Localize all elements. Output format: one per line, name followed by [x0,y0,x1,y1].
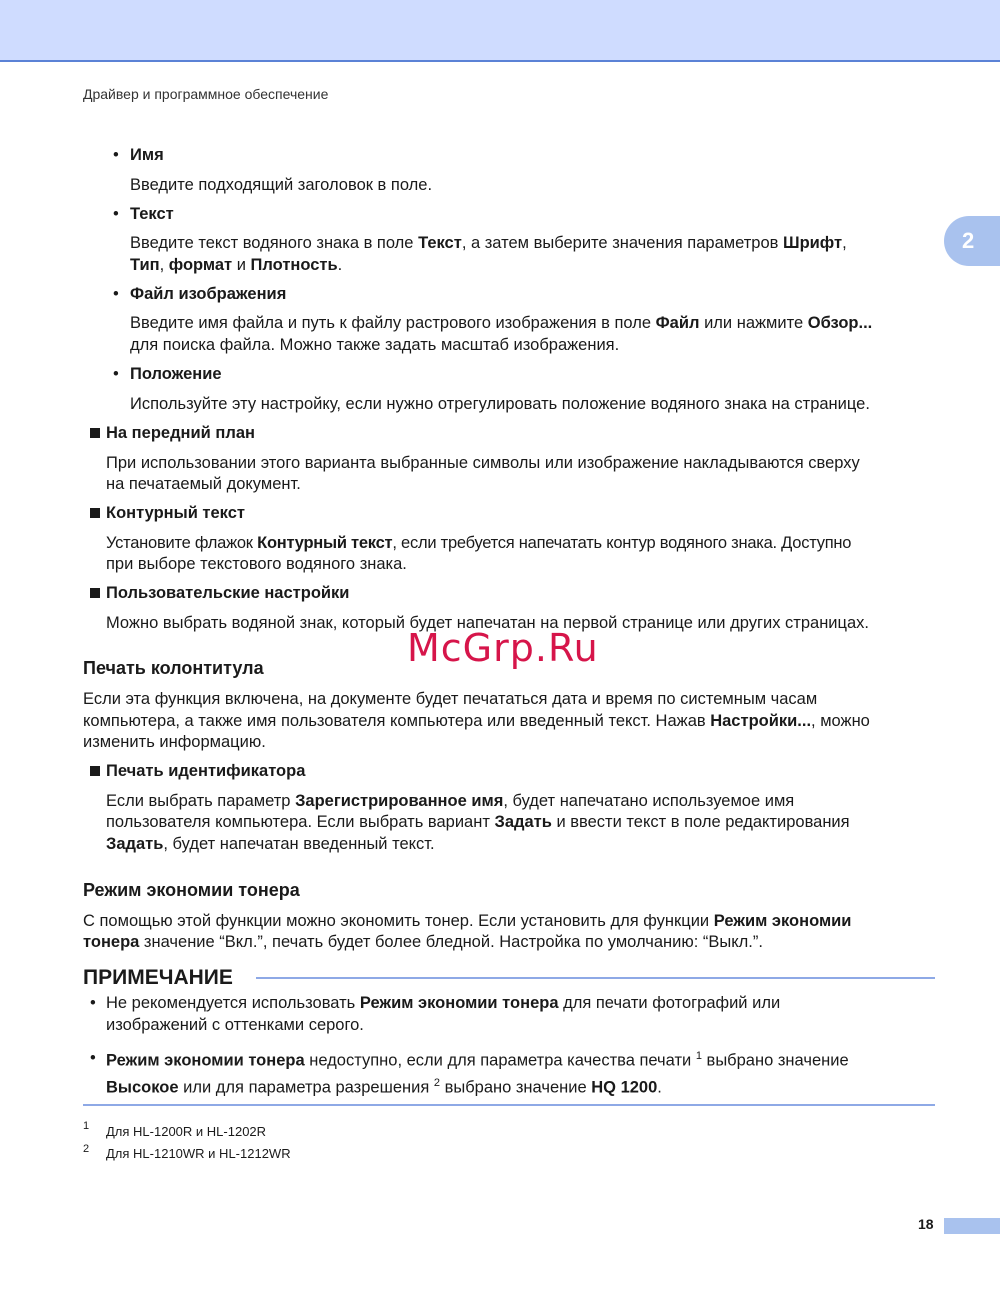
bullet-dot-icon: • [113,205,119,223]
bullet-title-image-file: Файл изображения [130,285,287,303]
item-text-id-line3: Задать, будет напечатан введенный текст. [106,835,435,853]
footnote-number: 2 [83,1143,90,1155]
bullet-dot-icon: • [113,285,119,303]
note-item2-line1: Режим экономии тонера недоступно, если для параметра качества печати $^1$ выбрано значение [106,1050,849,1070]
watermark: McGrp.Ru [407,626,599,670]
bullet-dot-icon: • [113,365,119,383]
note-rule-top [256,977,935,979]
square-bullet-icon [90,588,100,598]
section-title-header-print: Печать колонтитула [83,658,264,678]
note-title: ПРИМЕЧАНИЕ [83,966,233,989]
bullet-dot-icon: • [90,1049,96,1067]
item-text-id-line1: Если выбрать параметр Зарегистрированное имя, будет напечатано используемое имя [106,792,795,810]
footnote-text: Для HL-1200R и HL-1202R [106,1124,267,1139]
page-number: 18 [918,1216,934,1232]
item-text-foreground-line1: При использовании этого варианта выбранные символы или изображение накладываются сверху [106,454,860,472]
note-rule-bottom [83,1104,935,1106]
bullet-text-name: Введите подходящий заголовок в поле. [130,176,433,194]
footnote-text: Для HL-1210WR и HL-1212WR [106,1146,291,1161]
note-item1-line1: Не рекомендуется использовать Режим экономии тонера для печати фотографий или [106,994,781,1012]
section-text-header-line2: компьютера, а также имя пользователя компьютера или введенный текст. Нажав Настройки..., можно [83,712,870,730]
running-header: Драйвер и программное обеспечение [83,86,329,102]
bullet-text-image-line1: Введите имя файла и путь к файлу растрового изображения в поле Файл или нажмите Обзор... [130,314,873,332]
square-bullet-icon [90,508,100,518]
bullet-title-name: Имя [130,146,164,164]
item-text-outline-line1: Установите флажок Контурный текст, если требуется напечатать контур водяного знака. Доступно [106,534,852,552]
bullet-text-image-line2: для поиска файла. Можно также задать масштаб изображения. [130,336,620,354]
bullet-text-text-line2: Тип, формат и Плотность. [130,256,343,274]
item-title-outline: Контурный текст [106,504,245,522]
item-text-foreground-line2: на печатаемый документ. [106,475,301,493]
page-bar [944,1218,1000,1234]
item-text-id-line2: пользователя компьютера. Если выбрать вариант Задать и ввести текст в поле редактирования [106,813,850,831]
section-text-header-line1: Если эта функция включена, на документе будет печататься дата и время по системным часам [83,690,818,708]
bullet-title-position: Положение [130,365,222,383]
section-text-toner-line1: С помощью этой функции можно экономить тонер. Если установить для функции Режим экономии [83,912,852,930]
section-title-toner-save: Режим экономии тонера [83,880,300,900]
item-title-foreground: На передний план [106,424,255,442]
section-text-toner-line2: тонера значение “Вкл.”, печать будет более бледной. Настройка по умолчанию: “Выкл.”. [83,933,763,951]
bullet-title-text: Текст [130,205,174,223]
chapter-tab: 2 [944,216,1000,266]
section-text-header-line3: изменить информацию. [83,733,266,751]
bullet-dot-icon: • [113,146,119,164]
item-title-id-print: Печать идентификатора [106,762,306,780]
note-item2-line2: Высокое или для параметра разрешения $^2$ выбрано значение HQ 1200. [106,1077,662,1097]
note-item1-line2: изображений с оттенками серого. [106,1016,364,1034]
square-bullet-icon [90,766,100,776]
item-text-custom: Можно выбрать водяной знак, который будет напечатан на первой странице или других страницах. [106,614,869,632]
bullet-dot-icon: • [90,994,96,1012]
square-bullet-icon [90,428,100,438]
top-band [0,0,1000,62]
footnote-number: 1 [83,1120,90,1132]
item-title-custom: Пользовательские настройки [106,584,350,602]
bullet-text-position: Используйте эту настройку, если нужно отрегулировать положение водяного знака на странице. [130,395,870,413]
item-text-outline-line2: при выборе текстового водяного знака. [106,555,407,573]
bullet-text-text-line1: Введите текст водяного знака в поле Текст, а затем выберите значения параметров Шрифт, [130,234,847,252]
